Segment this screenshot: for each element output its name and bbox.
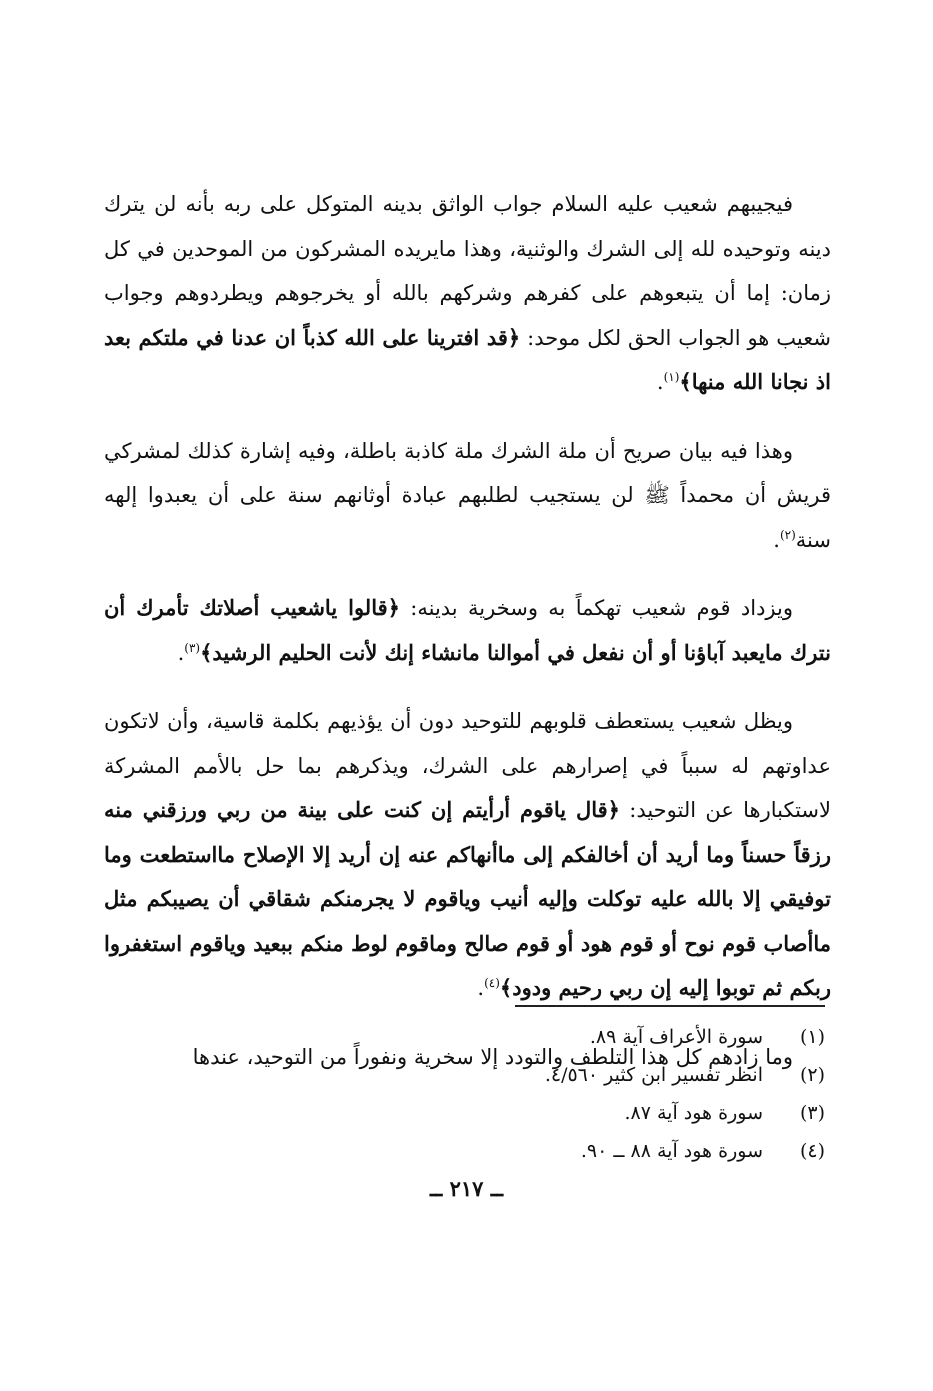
footnote-text: سورة هود آية ٨٨ ــ ٩٠.	[580, 1140, 763, 1162]
footnote	[325, 1056, 825, 1094]
paragraph-text: وهذا فيه بيان صريح أن ملة الشرك ملة كاذبة باطلة، وفيه إشارة كذلك لمشركي قريش أن محمداً ﷺ لن يستجيب لطلبهم عبادة أوثانهم سنة على أن يعبدوا إلهه سنة	[104, 438, 831, 552]
paragraph-end: .	[773, 527, 780, 552]
paragraph	[104, 699, 831, 1011]
footnote	[325, 1094, 825, 1132]
footnote-number: (٢)	[799, 1064, 825, 1086]
paragraph-text: وما زادهم كل هذا التلطف والتودد إلا سخرية ونفوراً من التوحيد، عندها	[192, 1044, 793, 1069]
paragraph	[104, 586, 831, 675]
footnote-text: انظر تفسير ابن كثير ٤/٥٦٠.	[544, 1064, 763, 1086]
footnote-ref: (٢)	[779, 527, 796, 542]
footnote-number: (٤)	[799, 1140, 825, 1162]
footnote-ref: (١)	[663, 370, 680, 384]
footnote-text: سورة الأعراف آية ٨٩.	[589, 1026, 763, 1048]
paragraph-end: .	[177, 640, 185, 665]
footnote-ref: (٣)	[184, 640, 201, 655]
paragraph-text: ويزداد قوم شعيب تهكماً به وسخرية بدينه:	[399, 596, 793, 620]
footnote-divider	[515, 1005, 825, 1007]
footnote-number: (١)	[799, 1026, 825, 1048]
footnotes	[325, 1018, 825, 1170]
paragraph	[104, 182, 831, 405]
quran-quote: ﴿قالوا ياشعيب أصلاتك تأمرك أن نترك مايعبد آباؤنا أو أن نفعل في أموالنا مانشاء إنك لأنت الحليم الرشيد﴾	[104, 595, 831, 665]
page-number: ــ ٢١٧ ــ	[429, 1176, 504, 1201]
paragraph	[104, 429, 831, 563]
footnote-ref: (٤)	[484, 976, 500, 990]
paragraph-end: .	[477, 976, 485, 1000]
paragraph-text: ويظل شعيب يستعطف قلوبهم للتوحيد دون أن يؤذيهم بكلمة قاسية، وأن لاتكون عداوتهم له سبباً في إصرارهم على الشرك، ويذكرهم بما حل بالأمم المشركة لاستكبارها عن التوحيد:	[104, 709, 831, 822]
footnote-number: (٣)	[799, 1102, 825, 1124]
main-text	[104, 182, 831, 1103]
paragraph-text: فيجيبهم شعيب عليه السلام جواب الواثق بدينه المتوكل على ربه بأنه لن يترك دينه وتوحيده لله إلى الشرك والوثنية، وهذا مايريده المشركون من الموحدين في كل زمان: إما أن يتبعوهم على كفرهم وشركهم بالله أو يخرجوهم ويطردوهم وجواب شعيب هو الجواب الحق لكل موحد:	[104, 192, 831, 350]
quran-quote: ﴿قال ياقوم أرأيتم إن كنت على بينة من ربي ورزقني منه رزقاً حسناً وما أريد أن أخالفكم إلى ماأنهاكم عنه إن أريد إلا الإصلاح مااستطعت وما توفيقي إلا بالله عليه توكلت وإليه أنيب وياقوم لا يجرمنكم شقاقي أن يصيبكم مثل ماأصاب قوم نوح أو قوم هود أو قوم صالح وماقوم لوط منكم ببعيد وياقوم استغفروا ربكم ثم توبوا إليه إن ربي رحيم ودود﴾	[104, 797, 831, 1000]
footnote-text: سورة هود آية ٨٧.	[624, 1102, 763, 1124]
quran-quote: ﴿قد افترينا على الله كذباً ان عدنا في ملتكم بعد اذ نجانا الله منها﴾	[104, 324, 831, 394]
footnote	[325, 1132, 825, 1170]
paragraph-end: .	[656, 370, 664, 394]
footnote	[325, 1018, 825, 1056]
